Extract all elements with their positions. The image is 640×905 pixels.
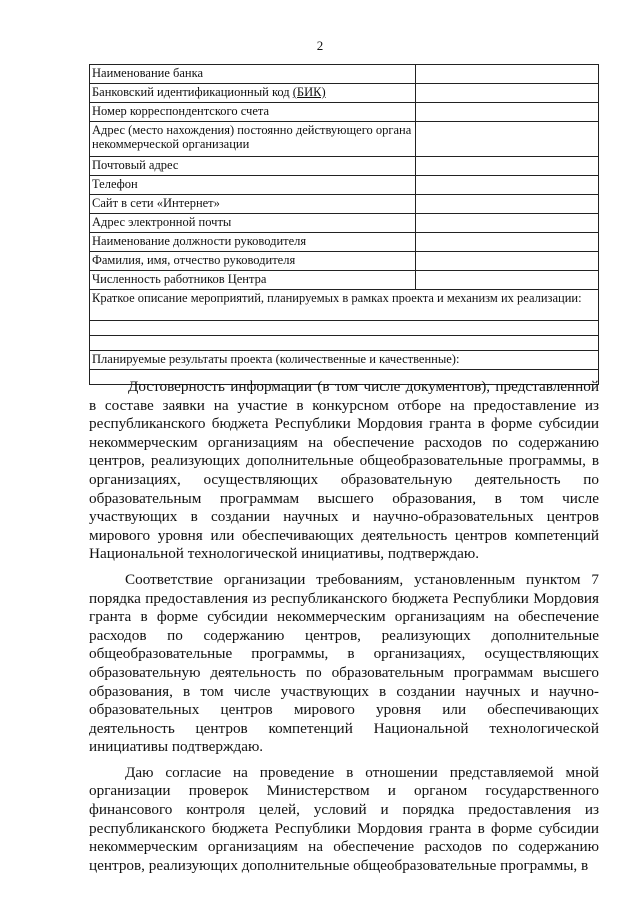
row-planned-results: Планируемые результаты проекта (количественные и качественные): <box>90 351 599 370</box>
row-value-organization-address[interactable] <box>416 122 599 157</box>
row-value-head-name[interactable] <box>416 252 599 271</box>
row-label-bank-name: Наименование банка <box>90 65 416 84</box>
row-value-website[interactable] <box>416 195 599 214</box>
page-number: 2 <box>316 38 324 53</box>
row-label-correspondent-account: Номер корреспондентского счета <box>90 103 416 122</box>
row-label-staff-count: Численность работников Центра <box>90 271 416 290</box>
table-row <box>90 321 599 336</box>
paragraph-consent: Даю согласие на проведение в отношении представляемой мной организации проверок Министерством и органом государственного финансового контроля целей, условий и порядка предоставления из республиканского бюджета Республики Мордовия гранта в форме субсидии некоммерческим организациям на обеспечение расходов по содержанию центров, реализующих дополнительные общеобразовательные программы, в <box>89 763 599 874</box>
table-row <box>90 84 599 103</box>
organization-info-table <box>89 64 599 385</box>
table-row <box>90 65 599 84</box>
row-value-correspondent-account[interactable] <box>416 103 599 122</box>
table-row <box>90 252 599 271</box>
row-label-email: Адрес электронной почты <box>90 214 416 233</box>
row-label-postal-address: Почтовый адрес <box>90 157 416 176</box>
table-row <box>90 290 599 321</box>
table-row <box>90 351 599 370</box>
table-row <box>90 233 599 252</box>
declaration-text <box>89 378 599 882</box>
row-label-head-name: Фамилия, имя, отчество руководителя <box>90 252 416 271</box>
paragraph-compliance: Соответствие организации требованиям, установленным пунктом 7 порядка предоставления из республиканского бюджета Республики Мордовия гранта в форме субсидии некоммерческим организациям на обеспечение расходов по содержанию центров, реализующих дополнительные общеобразовательные программы, в организациях, осуществляющих образовательную деятельность по образовательным программам высшего образования, в том числе участвующих в создании научных и научно-образовательных центров мирового уровня или обеспечивающих деятельность центров компетенций Национальной технологической инициативы подтверждаю. <box>89 570 599 756</box>
table-row <box>90 103 599 122</box>
row-value-phone[interactable] <box>416 176 599 195</box>
table-row <box>90 176 599 195</box>
row-label-organization-address: Адрес (место нахождения) постоянно действующего органа некоммерческой организации <box>90 122 416 157</box>
row-label-bik <box>90 84 416 103</box>
table-row <box>90 336 599 351</box>
bik-label-prefix: Банковский идентификационный код <box>92 85 293 99</box>
row-events-blank-1[interactable] <box>90 321 599 336</box>
table-row <box>90 214 599 233</box>
paragraph-reliability: Достоверность информации (в том числе документов), представленной в составе заявки на участие в конкурсном отборе на предоставление из республиканского бюджета Республики Мордовия гранта в форме субсидии некоммерческим организациям на обеспечение расходов по содержанию центров, реализующих дополнительные общеобразовательные программы, в организациях, осуществляющих образовательную деятельность по образовательным программам высшего образования, в том числе участвующих в создании научных и научно-образовательных центров мирового уровня или обеспечивающих деятельность центров компетенций Национальной технологической инициативы, подтверждаю. <box>89 378 599 563</box>
row-events-description: Краткое описание мероприятий, планируемых в рамках проекта и механизм их реализации: <box>90 290 599 321</box>
table-row <box>90 195 599 214</box>
table-row <box>90 271 599 290</box>
row-events-blank-2[interactable] <box>90 336 599 351</box>
row-label-website: Сайт в сети «Интернет» <box>90 195 416 214</box>
row-value-head-position[interactable] <box>416 233 599 252</box>
row-value-staff-count[interactable] <box>416 271 599 290</box>
bik-label-underlined: (БИК) <box>292 85 326 99</box>
table-row <box>90 157 599 176</box>
row-value-postal-address[interactable] <box>416 157 599 176</box>
table-row <box>90 122 599 157</box>
row-value-bank-name[interactable] <box>416 65 599 84</box>
row-value-email[interactable] <box>416 214 599 233</box>
row-value-bik[interactable] <box>416 84 599 103</box>
row-label-head-position: Наименование должности руководителя <box>90 233 416 252</box>
row-label-phone: Телефон <box>90 176 416 195</box>
